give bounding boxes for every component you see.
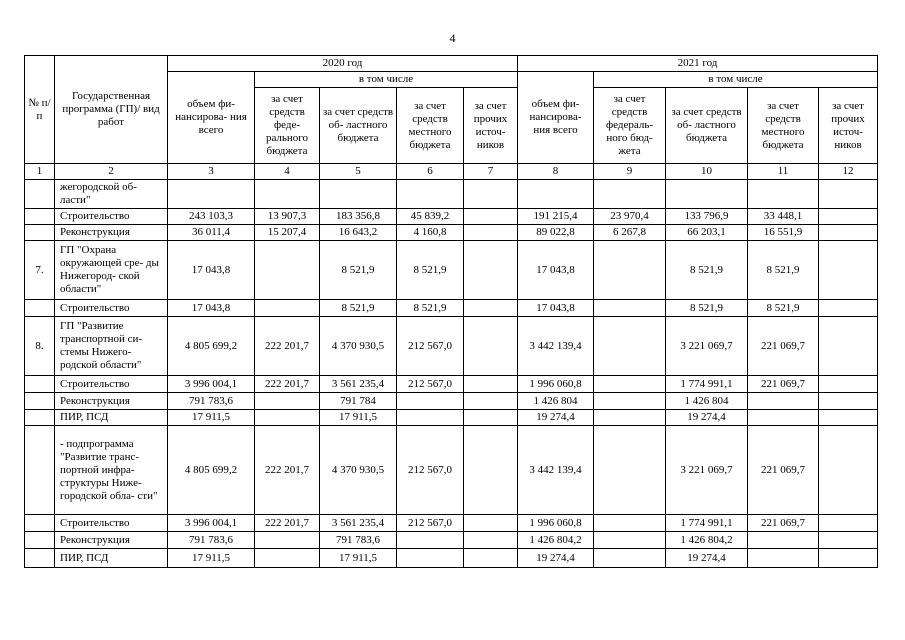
col-number: 9 <box>594 164 666 180</box>
row-value: 8 521,9 <box>666 300 748 317</box>
col-number: 12 <box>819 164 878 180</box>
row-value <box>748 393 819 410</box>
row-value <box>464 241 518 300</box>
row-name: Реконструкция <box>55 532 168 549</box>
header-year-2020: 2020 год <box>168 56 518 72</box>
row-value <box>819 225 878 241</box>
row-number <box>25 180 55 209</box>
row-value <box>819 300 878 317</box>
row-value <box>397 180 464 209</box>
row-value: 1 774 991,1 <box>666 376 748 393</box>
row-number <box>25 376 55 393</box>
row-value <box>255 410 320 426</box>
row-name: - подпрограмма "Развитие транс- портной инфра- структуры Нижe- городской обла- сти" <box>55 426 168 515</box>
header-row-years <box>25 56 878 72</box>
header-incl-2021: в том числе <box>594 72 878 88</box>
row-value <box>819 515 878 532</box>
table-row <box>25 426 878 515</box>
table-row <box>25 225 878 241</box>
col-number: 2 <box>55 164 168 180</box>
row-value <box>464 180 518 209</box>
row-value <box>255 393 320 410</box>
table-row <box>25 180 878 209</box>
row-value <box>594 410 666 426</box>
row-value: 133 796,9 <box>666 209 748 225</box>
row-value <box>518 180 594 209</box>
row-value <box>819 410 878 426</box>
header-fed-2020: за счет средств феде- рального бюджета <box>255 88 320 164</box>
row-value: 1 426 804,2 <box>518 532 594 549</box>
row-value: 33 448,1 <box>748 209 819 225</box>
row-value <box>594 180 666 209</box>
row-value: 8 521,9 <box>748 241 819 300</box>
row-value: 791 784 <box>320 393 397 410</box>
row-value: 183 356,8 <box>320 209 397 225</box>
row-value: 8 521,9 <box>397 241 464 300</box>
row-value: 66 203,1 <box>666 225 748 241</box>
row-value: 19 274,4 <box>666 410 748 426</box>
row-value: 1 426 804 <box>666 393 748 410</box>
row-value: 8 521,9 <box>666 241 748 300</box>
row-value <box>255 241 320 300</box>
table-row <box>25 515 878 532</box>
row-value: 3 996 004,1 <box>168 515 255 532</box>
row-number <box>25 410 55 426</box>
table-row <box>25 241 878 300</box>
row-value: 222 201,7 <box>255 426 320 515</box>
header-region-2020: за счет средств об- ластного бюджета <box>320 88 397 164</box>
row-value <box>748 180 819 209</box>
row-value <box>464 532 518 549</box>
row-value <box>464 225 518 241</box>
row-value <box>594 241 666 300</box>
row-value <box>819 393 878 410</box>
row-value: 3 442 139,4 <box>518 317 594 376</box>
column-number-row <box>25 164 878 180</box>
table-row <box>25 300 878 317</box>
row-value: 222 201,7 <box>255 515 320 532</box>
table-row <box>25 549 878 568</box>
row-value: 1 426 804,2 <box>666 532 748 549</box>
row-value: 212 567,0 <box>397 376 464 393</box>
row-value: 212 567,0 <box>397 426 464 515</box>
row-value <box>464 410 518 426</box>
row-value <box>255 180 320 209</box>
row-value: 1 996 060,8 <box>518 515 594 532</box>
row-value: 23 970,4 <box>594 209 666 225</box>
row-number: 8. <box>25 317 55 376</box>
row-value: 17 043,8 <box>168 241 255 300</box>
header-total-2021: объем фи- нансирова- ния всего <box>518 72 594 164</box>
row-value <box>819 241 878 300</box>
row-value: 791 783,6 <box>320 532 397 549</box>
row-value: 3 996 004,1 <box>168 376 255 393</box>
row-value: 13 907,3 <box>255 209 320 225</box>
row-value: 6 267,8 <box>594 225 666 241</box>
col-number: 5 <box>320 164 397 180</box>
col-number: 11 <box>748 164 819 180</box>
col-number: 4 <box>255 164 320 180</box>
row-number <box>25 209 55 225</box>
row-number <box>25 532 55 549</box>
row-name: ПИР, ПСД <box>55 410 168 426</box>
header-other-2021: за счет прочих источ- ников <box>819 88 878 164</box>
row-value: 17 911,5 <box>168 410 255 426</box>
row-name: ПИР, ПСД <box>55 549 168 568</box>
row-value: 791 783,6 <box>168 393 255 410</box>
row-name: Строительство <box>55 209 168 225</box>
row-value <box>464 515 518 532</box>
row-value: 4 160,8 <box>397 225 464 241</box>
row-name: Строительство <box>55 376 168 393</box>
row-value <box>819 317 878 376</box>
row-value: 45 839,2 <box>397 209 464 225</box>
row-value <box>594 393 666 410</box>
row-value: 212 567,0 <box>397 317 464 376</box>
row-value: 16 551,9 <box>748 225 819 241</box>
row-value: 15 207,4 <box>255 225 320 241</box>
row-number <box>25 549 55 568</box>
row-value <box>464 393 518 410</box>
row-value: 243 103,3 <box>168 209 255 225</box>
header-col-num: № п/п <box>25 56 55 164</box>
header-incl-2020: в том числе <box>255 72 518 88</box>
row-value <box>397 532 464 549</box>
row-name: Реконструкция <box>55 393 168 410</box>
header-fed-2021: за счет средств федераль- ного бюд- жета <box>594 88 666 164</box>
row-value <box>594 317 666 376</box>
row-value <box>397 393 464 410</box>
row-value: 8 521,9 <box>320 300 397 317</box>
row-value: 4 805 699,2 <box>168 426 255 515</box>
col-number: 8 <box>518 164 594 180</box>
row-name: ГП "Развитие транспортной си- стемы Нижего- родской области" <box>55 317 168 376</box>
row-value: 17 043,8 <box>168 300 255 317</box>
header-region-2021: за счет средств об- ластного бюджета <box>666 88 748 164</box>
row-value: 17 911,5 <box>168 549 255 568</box>
row-value <box>397 549 464 568</box>
row-value <box>397 410 464 426</box>
row-number <box>25 300 55 317</box>
col-number: 7 <box>464 164 518 180</box>
col-number: 10 <box>666 164 748 180</box>
row-value: 1 996 060,8 <box>518 376 594 393</box>
row-name: Строительство <box>55 300 168 317</box>
row-value: 17 911,5 <box>320 410 397 426</box>
row-value <box>819 426 878 515</box>
row-value: 221 069,7 <box>748 317 819 376</box>
table-row <box>25 393 878 410</box>
row-value <box>255 532 320 549</box>
row-value <box>464 209 518 225</box>
row-name: жегородской об- ласти" <box>55 180 168 209</box>
row-value: 3 561 235,4 <box>320 515 397 532</box>
row-value: 3 221 069,7 <box>666 426 748 515</box>
row-value: 4 370 930,5 <box>320 426 397 515</box>
table-row <box>25 532 878 549</box>
col-number: 3 <box>168 164 255 180</box>
row-value: 3 442 139,4 <box>518 426 594 515</box>
row-value <box>255 300 320 317</box>
row-value: 19 274,4 <box>666 549 748 568</box>
header-local-2021: за счет средств местного бюджета <box>748 88 819 164</box>
row-value <box>594 376 666 393</box>
row-value: 221 069,7 <box>748 426 819 515</box>
header-col-name: Государственная программа (ГП)/ вид работ <box>55 56 168 164</box>
row-value: 212 567,0 <box>397 515 464 532</box>
row-value <box>464 317 518 376</box>
row-value: 222 201,7 <box>255 317 320 376</box>
row-name: ГП "Охрана окружающей сре- ды Нижегород- ской области" <box>55 241 168 300</box>
row-value: 221 069,7 <box>748 376 819 393</box>
row-value: 8 521,9 <box>748 300 819 317</box>
row-value: 1 774 991,1 <box>666 515 748 532</box>
table-row <box>25 317 878 376</box>
row-value: 17 911,5 <box>320 549 397 568</box>
row-value <box>464 426 518 515</box>
row-name: Строительство <box>55 515 168 532</box>
row-value <box>594 532 666 549</box>
row-value <box>464 549 518 568</box>
row-number: 7. <box>25 241 55 300</box>
row-value: 791 783,6 <box>168 532 255 549</box>
row-value <box>168 180 255 209</box>
row-number <box>25 393 55 410</box>
row-value: 191 215,4 <box>518 209 594 225</box>
row-value <box>666 180 748 209</box>
row-value: 16 643,2 <box>320 225 397 241</box>
row-value: 3 221 069,7 <box>666 317 748 376</box>
row-value: 19 274,4 <box>518 549 594 568</box>
header-total-2020: объем фи- нансирова- ния всего <box>168 72 255 164</box>
row-value: 3 561 235,4 <box>320 376 397 393</box>
row-value: 19 274,4 <box>518 410 594 426</box>
row-value: 17 043,8 <box>518 241 594 300</box>
col-number: 1 <box>25 164 55 180</box>
row-value <box>748 410 819 426</box>
header-local-2020: за счет средств местного бюджета <box>397 88 464 164</box>
table-row <box>25 376 878 393</box>
budget-table <box>24 55 878 568</box>
row-number <box>25 426 55 515</box>
row-value <box>320 180 397 209</box>
row-value: 36 011,4 <box>168 225 255 241</box>
row-name: Реконструкция <box>55 225 168 241</box>
header-other-2020: за счет прочих источ- ников <box>464 88 518 164</box>
row-value <box>594 426 666 515</box>
table-row <box>25 410 878 426</box>
header-year-2021: 2021 год <box>518 56 878 72</box>
col-number: 6 <box>397 164 464 180</box>
table-row <box>25 209 878 225</box>
row-value <box>594 549 666 568</box>
row-value: 4 805 699,2 <box>168 317 255 376</box>
row-value: 222 201,7 <box>255 376 320 393</box>
row-value <box>819 180 878 209</box>
page-number: 4 <box>449 31 456 45</box>
row-value <box>464 300 518 317</box>
row-value <box>819 549 878 568</box>
row-value: 8 521,9 <box>397 300 464 317</box>
row-value <box>819 209 878 225</box>
row-number <box>25 515 55 532</box>
row-value: 8 521,9 <box>320 241 397 300</box>
row-value: 1 426 804 <box>518 393 594 410</box>
row-value <box>255 549 320 568</box>
row-value <box>748 532 819 549</box>
row-number <box>25 225 55 241</box>
row-value: 4 370 930,5 <box>320 317 397 376</box>
row-value <box>594 300 666 317</box>
row-value: 17 043,8 <box>518 300 594 317</box>
row-value <box>748 549 819 568</box>
row-value <box>464 376 518 393</box>
row-value <box>819 532 878 549</box>
row-value: 89 022,8 <box>518 225 594 241</box>
row-value <box>819 376 878 393</box>
row-value: 221 069,7 <box>748 515 819 532</box>
row-value <box>594 515 666 532</box>
